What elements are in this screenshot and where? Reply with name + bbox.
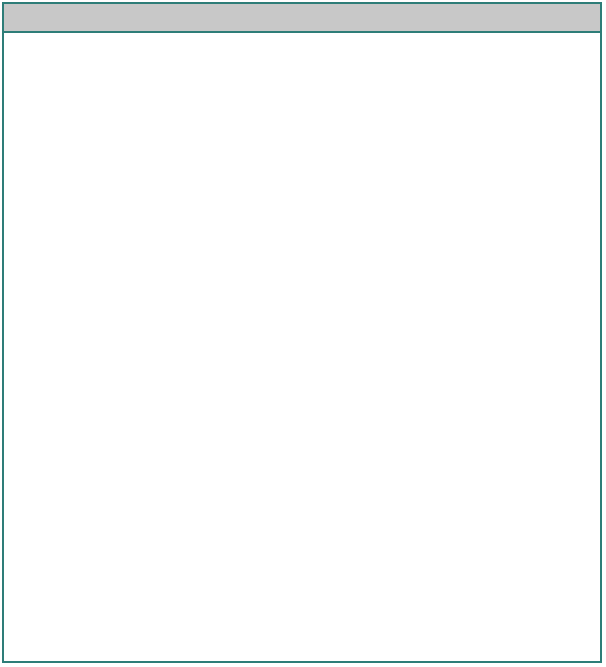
table-caption bbox=[4, 4, 600, 33]
pathway-table bbox=[2, 2, 602, 663]
